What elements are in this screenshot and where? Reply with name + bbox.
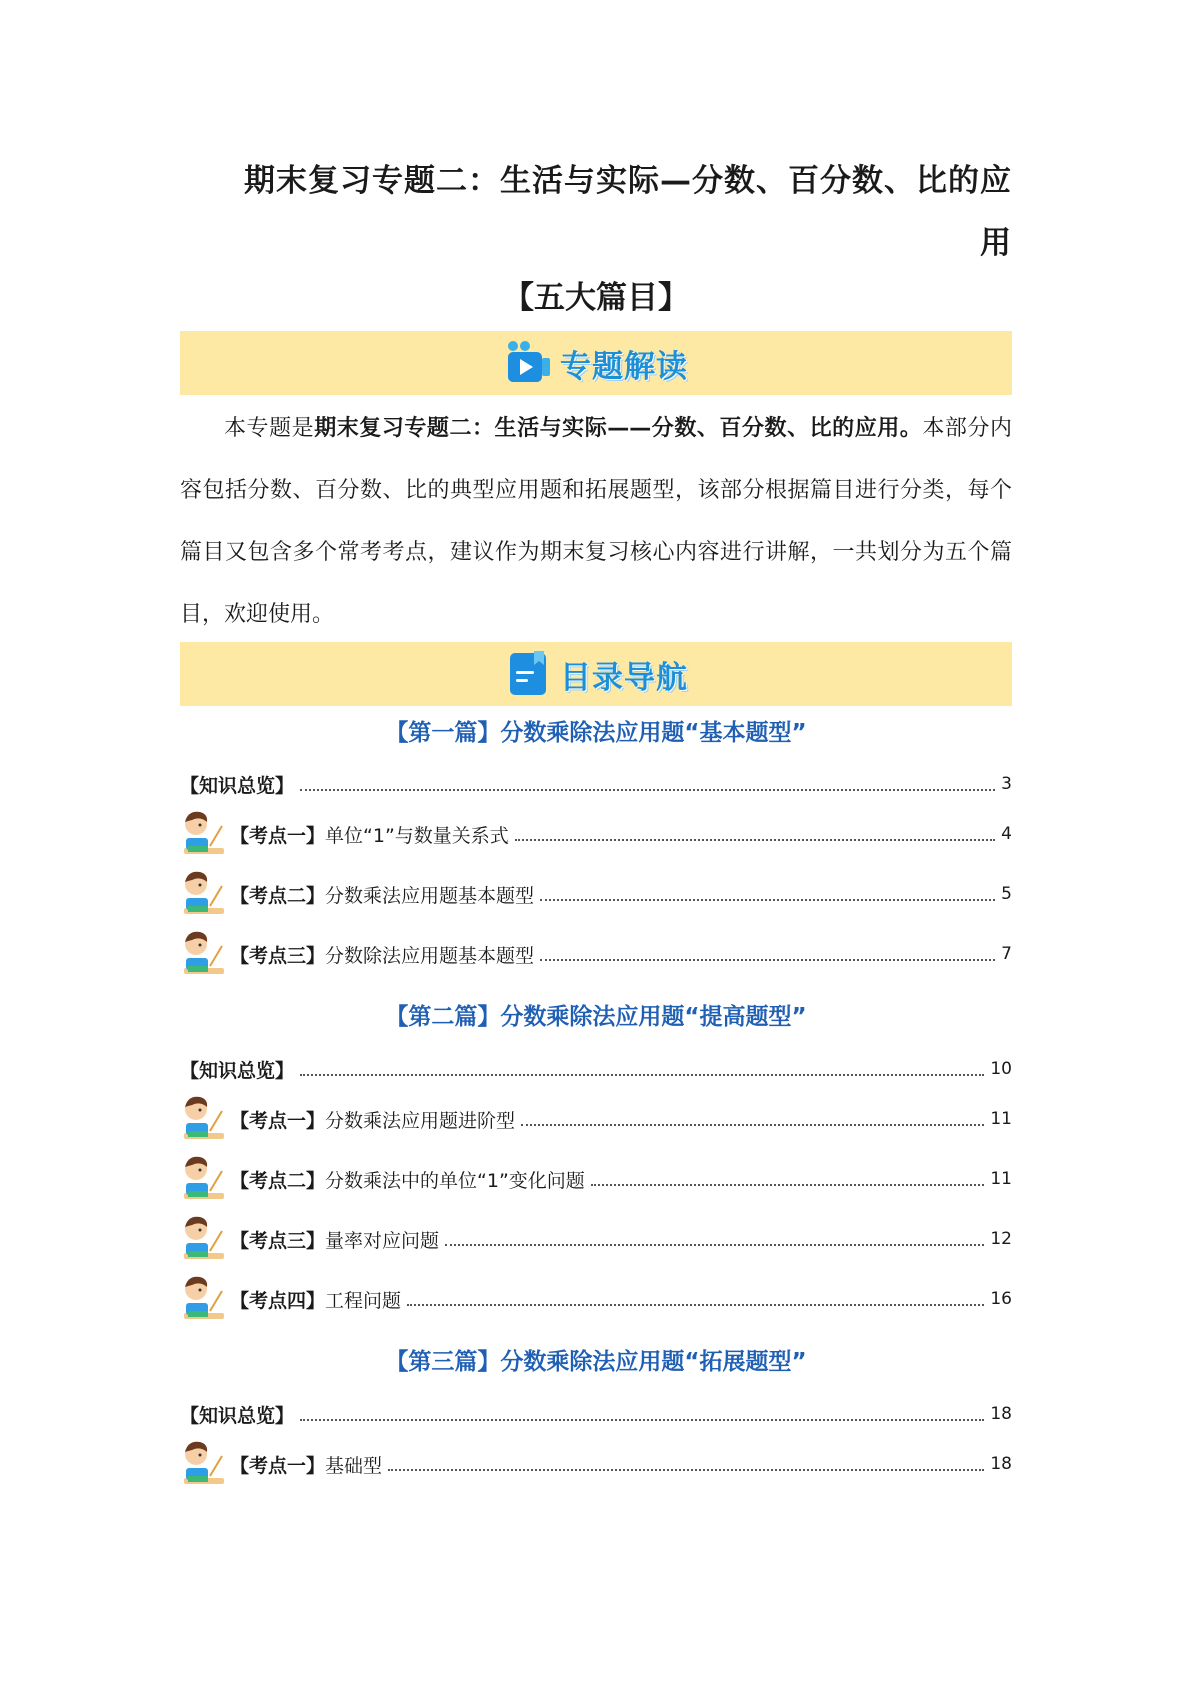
video-play-icon xyxy=(504,338,554,388)
toc-entry[interactable] xyxy=(180,1279,1012,1319)
toc-entry-tag: 【考点二】 xyxy=(230,1169,326,1192)
toc-entry-label xyxy=(230,1451,382,1478)
dot-leader xyxy=(521,1124,984,1126)
toc-entry-text: 分数乘法应用题基本题型 xyxy=(325,884,535,907)
toc-entry[interactable] xyxy=(180,1099,1012,1139)
toc-page-number: 4 xyxy=(1001,824,1012,844)
toc-entry-tag: 【考点三】 xyxy=(230,1229,326,1252)
student-avatar-icon xyxy=(180,1273,228,1325)
banner-topic-interpretation xyxy=(180,331,1012,395)
toc-entry[interactable] xyxy=(180,1394,1012,1434)
toc-entry-tag: 【知识总览】 xyxy=(180,1404,295,1427)
student-avatar-icon xyxy=(180,1153,228,1205)
intro-rest: 本部分内容包括分数、百分数、比的典型应用题和拓展题型，该部分根据篇目进行分类，每个篇目又包含多个常考考点，建议作为期末复习核心内容进行讲解，一共划分为五个篇目，欢迎使用。 xyxy=(180,416,1012,627)
student-avatar-icon xyxy=(180,808,228,860)
toc-entry-tag: 【知识总览】 xyxy=(180,774,295,797)
toc-entry-tag: 【知识总览】 xyxy=(180,1059,295,1082)
toc-entry-text: 分数除法应用题基本题型 xyxy=(325,944,535,967)
page-subtitle: 【五大篇目】 xyxy=(503,280,689,316)
toc-entry-label xyxy=(230,1286,401,1313)
intro-lead: 本专题是 xyxy=(224,416,315,441)
toc-entry[interactable] xyxy=(180,814,1012,854)
toc-entry-label xyxy=(230,1166,585,1193)
toc-entry-label xyxy=(180,1401,294,1428)
title-line-1: 期末复习专题二：生活与实际—分数、百分数、比的应 xyxy=(244,163,1012,199)
toc-entry-text: 分数乘法中的单位“1”变化问题 xyxy=(325,1169,585,1192)
section-heading: 【第一篇】分数乘除法应用题“基本题型” xyxy=(385,720,807,746)
toc-entry[interactable] xyxy=(180,1049,1012,1089)
toc-entry-tag: 【考点三】 xyxy=(230,944,326,967)
dot-leader xyxy=(515,839,995,841)
toc-entry-text: 工程问题 xyxy=(325,1289,402,1312)
dot-leader xyxy=(540,959,995,961)
intro-paragraph xyxy=(180,398,1012,646)
page-title xyxy=(180,150,1012,274)
dot-leader xyxy=(445,1244,984,1246)
dot-leader xyxy=(591,1184,985,1186)
toc-entry[interactable] xyxy=(180,1159,1012,1199)
toc-page-number: 5 xyxy=(1001,884,1012,904)
toc-page-number: 16 xyxy=(990,1289,1012,1309)
dot-leader xyxy=(300,789,995,791)
student-avatar-icon xyxy=(180,1438,228,1490)
banner-label: 专题解读 xyxy=(560,348,688,385)
toc-page-number: 18 xyxy=(990,1404,1012,1424)
toc-entry-tag: 【考点一】 xyxy=(230,1454,326,1477)
toc-page-number: 7 xyxy=(1001,944,1012,964)
toc-entry-label xyxy=(180,771,294,798)
toc-entry-label xyxy=(230,941,534,968)
dot-leader xyxy=(300,1074,984,1076)
dot-leader xyxy=(540,899,995,901)
intro-bold: 期末复习专题二：生活与实际——分数、百分数、比的应用。 xyxy=(314,416,923,441)
toc-entry-text: 量率对应问题 xyxy=(325,1229,440,1252)
toc-entry-label xyxy=(180,1056,294,1083)
student-avatar-icon xyxy=(180,1093,228,1145)
toc-entry[interactable] xyxy=(180,874,1012,914)
toc-page-number: 11 xyxy=(990,1109,1012,1129)
toc-entry-label xyxy=(230,881,534,908)
toc-entry-text: 基础型 xyxy=(325,1454,383,1477)
toc-entry-tag: 【考点二】 xyxy=(230,884,326,907)
banner-label: 目录导航 xyxy=(560,659,688,696)
student-avatar-icon xyxy=(180,928,228,980)
section-heading: 【第三篇】分数乘除法应用题“拓展题型” xyxy=(385,1349,807,1375)
toc-entry[interactable] xyxy=(180,764,1012,804)
toc-entry-label xyxy=(230,1226,439,1253)
toc-entry-tag: 【考点四】 xyxy=(230,1289,326,1312)
toc-page-number: 12 xyxy=(990,1229,1012,1249)
toc-entry-tag: 【考点一】 xyxy=(230,1109,326,1132)
toc-entry-tag: 【考点一】 xyxy=(230,824,326,847)
student-avatar-icon xyxy=(180,1213,228,1265)
dot-leader xyxy=(407,1304,984,1306)
toc-entry[interactable] xyxy=(180,934,1012,974)
toc-entry[interactable] xyxy=(180,1444,1012,1484)
toc-entry-text: 单位“1”与数量关系式 xyxy=(325,824,509,847)
toc-entry-label xyxy=(230,821,509,848)
toc-page-number: 3 xyxy=(1001,774,1012,794)
document-icon xyxy=(504,649,554,699)
title-line-2: 用 xyxy=(980,225,1012,261)
banner-toc-navigation xyxy=(180,642,1012,706)
toc-entry[interactable] xyxy=(180,1219,1012,1259)
student-avatar-icon xyxy=(180,868,228,920)
section-heading: 【第二篇】分数乘除法应用题“提高题型” xyxy=(385,1004,807,1030)
toc-entry-text: 分数乘法应用题进阶型 xyxy=(325,1109,516,1132)
dot-leader xyxy=(388,1469,984,1471)
toc-page-number: 10 xyxy=(990,1059,1012,1079)
dot-leader xyxy=(300,1419,984,1421)
toc-page-number: 11 xyxy=(990,1169,1012,1189)
toc-entry-label xyxy=(230,1106,515,1133)
toc-page-number: 18 xyxy=(990,1454,1012,1474)
